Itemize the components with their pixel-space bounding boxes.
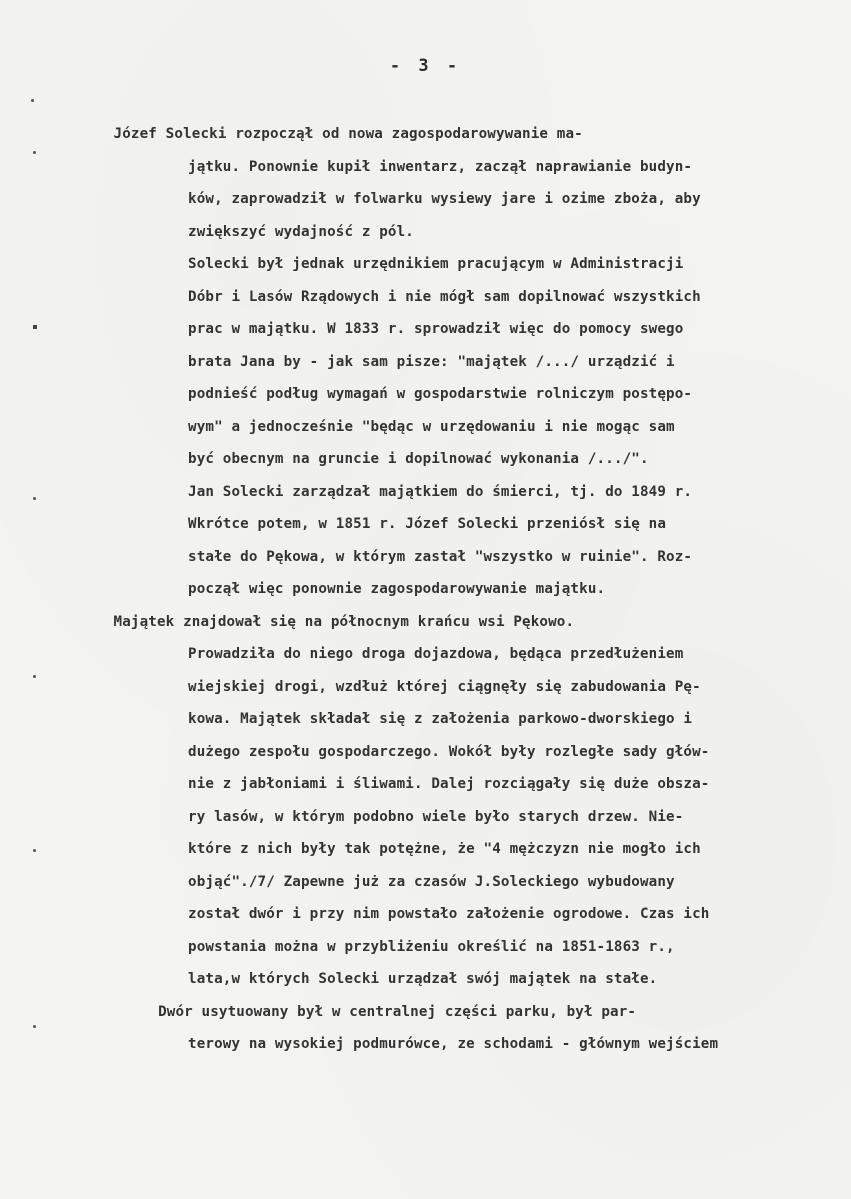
margin-mark xyxy=(33,151,36,154)
text-line: jątku. Ponownie kupił inwentarz, zaczął naprawianie budyn- xyxy=(188,158,693,175)
margin-mark xyxy=(33,1025,36,1028)
text-line: został dwór i przy nim powstało założenie ogrodowe. Czas ich xyxy=(188,906,710,922)
text-line: nie z jabłoniami i śliwami. Dalej rozciągały się duże obsza- xyxy=(188,776,710,792)
text-line: Wkrótce potem, w 1851 r. Józef Solecki przeniósł się na xyxy=(188,516,667,532)
text-line: zwiększyć wydajność z pól. xyxy=(188,223,414,240)
text-line: ry lasów, w którym podobno wiele było starych drzew. Nie- xyxy=(188,808,684,825)
typewritten-body xyxy=(44,118,828,1061)
margin-mark xyxy=(33,325,37,329)
text-line: dużego zespołu gospodarczego. Wokół były rozległe sady głów- xyxy=(188,743,710,760)
text-line: terowy na wysokiej podmurówce, ze schodami - głównym wejściem xyxy=(188,1036,719,1052)
margin-mark xyxy=(31,99,34,102)
text-line: stałe do Pękowa, w którym zastał "wszystko w ruinie". Roz- xyxy=(188,548,693,565)
text-line: powstania można w przybliżeniu określić na 1851-1863 r., xyxy=(188,938,675,955)
text-line: Solecki był jednak urzędnikiem pracującym w Administracji xyxy=(188,256,684,272)
text-line: Majątek znajdował się na północnym krańcu wsi Pękowo. xyxy=(44,613,575,630)
text-line: ków, zaprowadził w folwarku wysiewy jare i ozime zboża, aby xyxy=(188,191,701,207)
text-line: Jan Solecki zarządzał majątkiem do śmierci, tj. do 1849 r. xyxy=(188,483,693,500)
text-line: objąć"./7/ Zapewne już za czasów J.Soleckiego wybudowany xyxy=(188,873,675,890)
text-line: wym" a jednocześnie "będąc w urzędowaniu i nie mogąc sam xyxy=(188,418,675,435)
text-line: brata Jana by - jak sam pisze: "majątek /.../ urządzić i xyxy=(188,353,675,370)
text-line: Prowadziła do niego droga dojazdowa, będąca przedłużeniem xyxy=(188,646,684,662)
text-line: wiejskiej drogi, wzdłuż której ciągnęły się zabudowania Pę- xyxy=(188,678,701,695)
text-line: począł więc ponownie zagospodarowywanie majątku. xyxy=(188,581,606,597)
text-line: podnieść podług wymagań w gospodarstwie rolniczym postępo- xyxy=(188,386,693,402)
text-line: kowa. Majątek składał się z założenia parkowo-dworskiego i xyxy=(188,711,693,727)
text-line: lata,w których Solecki urządzał swój majątek na stałe. xyxy=(188,971,658,987)
margin-mark xyxy=(33,675,36,678)
text-line: prac w majątku. W 1833 r. sprowadził więc do pomocy swego xyxy=(188,321,684,337)
text-line: być obecnym na gruncie i dopilnować wykonania /.../". xyxy=(188,451,649,467)
page-number: - 3 - xyxy=(389,56,462,76)
text-line: Dóbr i Lasów Rządowych i nie mógł sam dopilnować wszystkich xyxy=(188,288,701,305)
text-line: Dwór usytuowany był w centralnej części parku, był par- xyxy=(132,1003,637,1020)
text-line: Józef Solecki rozpoczął od nowa zagospodarowywanie ma- xyxy=(44,126,583,142)
margin-mark xyxy=(33,849,36,852)
margin-mark xyxy=(33,497,36,500)
text-line: które z nich były tak potężne, że "4 mężczyzn nie mogło ich xyxy=(188,841,701,857)
